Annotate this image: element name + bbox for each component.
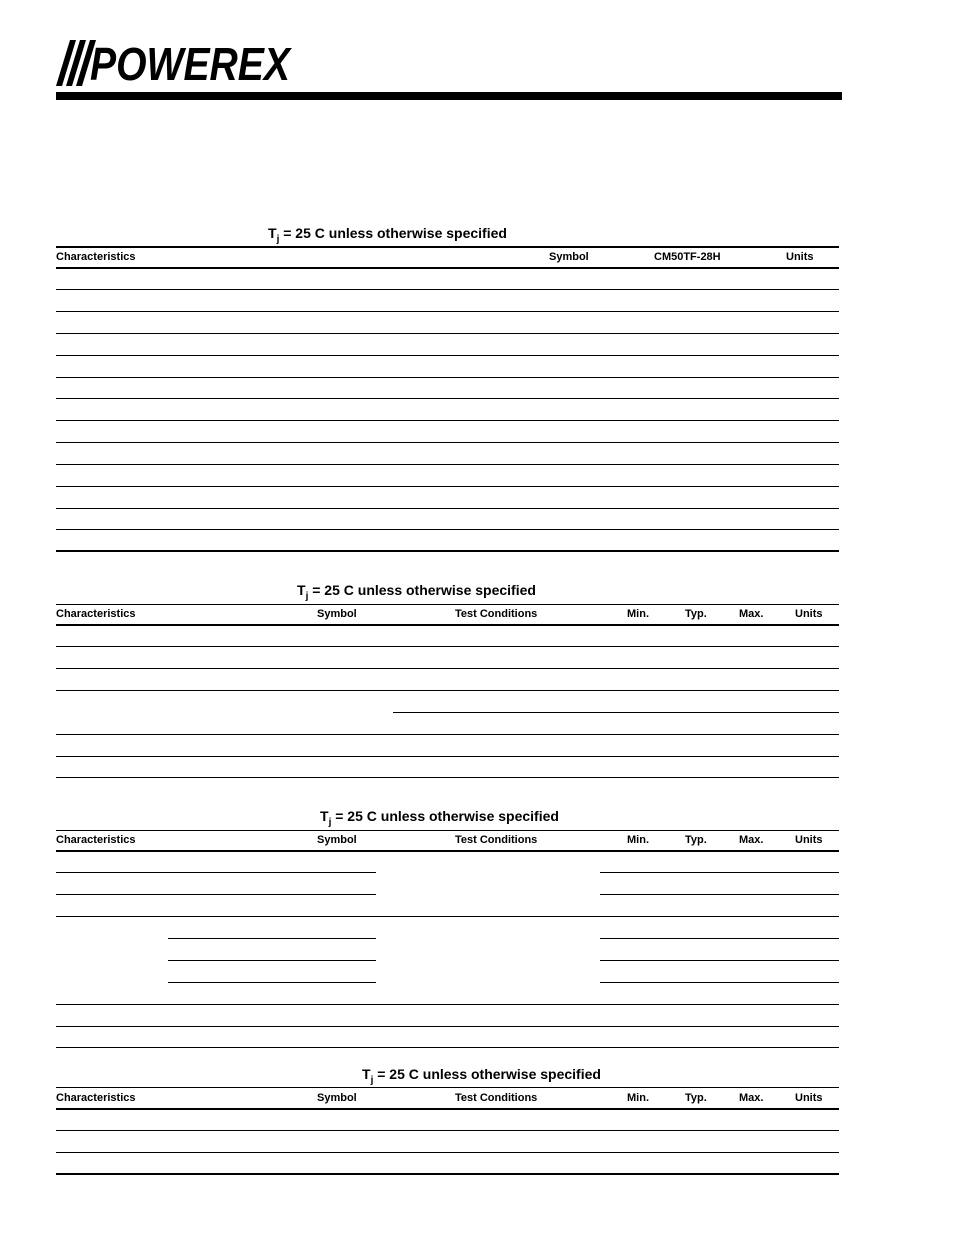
table-row-divider: [56, 529, 839, 530]
section-1-header-rule: [56, 267, 839, 269]
section-3-title: $T_j = 25$ C unless otherwise specified: [320, 808, 559, 828]
table-row-divider: [168, 938, 376, 939]
table-row-divider: [56, 355, 839, 356]
col-typ: Typ.: [685, 608, 707, 620]
col-characteristics: Characteristics: [56, 1092, 136, 1104]
col-typ: Typ.: [685, 834, 707, 846]
table-row-divider: [56, 1004, 839, 1005]
col-test-conditions: Test Conditions: [455, 608, 538, 620]
table-row-divider: [56, 289, 839, 290]
table-row-divider: [600, 894, 839, 895]
table-row-divider: [393, 712, 839, 713]
table-row-divider: [56, 486, 839, 487]
section-2-top-rule: [56, 604, 839, 605]
col-test-conditions: Test Conditions: [455, 1092, 538, 1104]
col-units: Units: [786, 251, 814, 263]
col-min: Min.: [627, 834, 649, 846]
col-characteristics: Characteristics: [56, 834, 136, 846]
col-symbol: Symbol: [549, 251, 589, 263]
table-row-divider: [56, 377, 839, 378]
table-row-divider: [600, 982, 839, 983]
section-2-bottom-rule: [56, 777, 839, 778]
section-3-bottom-rule: [56, 1047, 839, 1048]
table-row-divider: [600, 872, 839, 873]
table-row-divider: [56, 1026, 839, 1027]
table-row-divider: [168, 960, 376, 961]
table-row-divider: [56, 464, 839, 465]
section-3-top-rule: [56, 830, 839, 831]
table-row-divider: [168, 982, 376, 983]
table-row-divider: [56, 690, 839, 691]
table-row-divider: [56, 1152, 839, 1153]
table-row-divider: [56, 420, 839, 421]
col-symbol: Symbol: [317, 834, 357, 846]
col-symbol: Symbol: [317, 608, 357, 620]
col-units: Units: [795, 1092, 823, 1104]
col-min: Min.: [627, 1092, 649, 1104]
col-max: Max.: [739, 1092, 764, 1104]
col-units: Units: [795, 834, 823, 846]
section-1-bottom-rule: [56, 550, 839, 552]
table-row-divider: [56, 756, 839, 757]
col-characteristics: Characteristics: [56, 251, 136, 263]
section-2-title: $T_j = 25$ C unless otherwise specified: [297, 582, 536, 602]
table-row-divider: [56, 894, 376, 895]
table-row-divider: [56, 442, 839, 443]
section-4-top-rule: [56, 1087, 839, 1088]
col-units: Units: [795, 608, 823, 620]
logo-text: POWEREX: [90, 38, 292, 90]
table-row-divider: [56, 734, 839, 735]
table-row-divider: [56, 668, 839, 669]
col-part-number: CM50TF-28H: [654, 251, 721, 263]
section-4-title: $T_j = 25$ C unless otherwise specified: [362, 1066, 601, 1086]
section-1-title: $T_j = 25$ C unless otherwise specified: [268, 225, 507, 245]
table-row-divider: [600, 938, 839, 939]
table-row-divider: [56, 1130, 839, 1131]
col-max: Max.: [739, 834, 764, 846]
table-row-divider: [56, 646, 839, 647]
section-4-header-rule: [56, 1108, 839, 1110]
col-test-conditions: Test Conditions: [455, 834, 538, 846]
col-characteristics: Characteristics: [56, 608, 136, 620]
header-rule: [56, 92, 842, 100]
table-row-divider: [56, 333, 839, 334]
table-row-divider: [56, 311, 839, 312]
table-row-divider: [56, 872, 376, 873]
col-symbol: Symbol: [317, 1092, 357, 1104]
col-typ: Typ.: [685, 1092, 707, 1104]
powerex-logo: [56, 38, 292, 90]
table-row-divider: [56, 508, 839, 509]
table-row-divider: [600, 960, 839, 961]
section-1-top-rule: [56, 246, 839, 248]
table-row-divider: [56, 398, 839, 399]
table-row-divider: [56, 916, 839, 917]
col-min: Min.: [627, 608, 649, 620]
section-4-bottom-rule: [56, 1173, 839, 1175]
section-2-header-rule: [56, 624, 839, 626]
section-3-header-rule: [56, 850, 839, 852]
col-max: Max.: [739, 608, 764, 620]
